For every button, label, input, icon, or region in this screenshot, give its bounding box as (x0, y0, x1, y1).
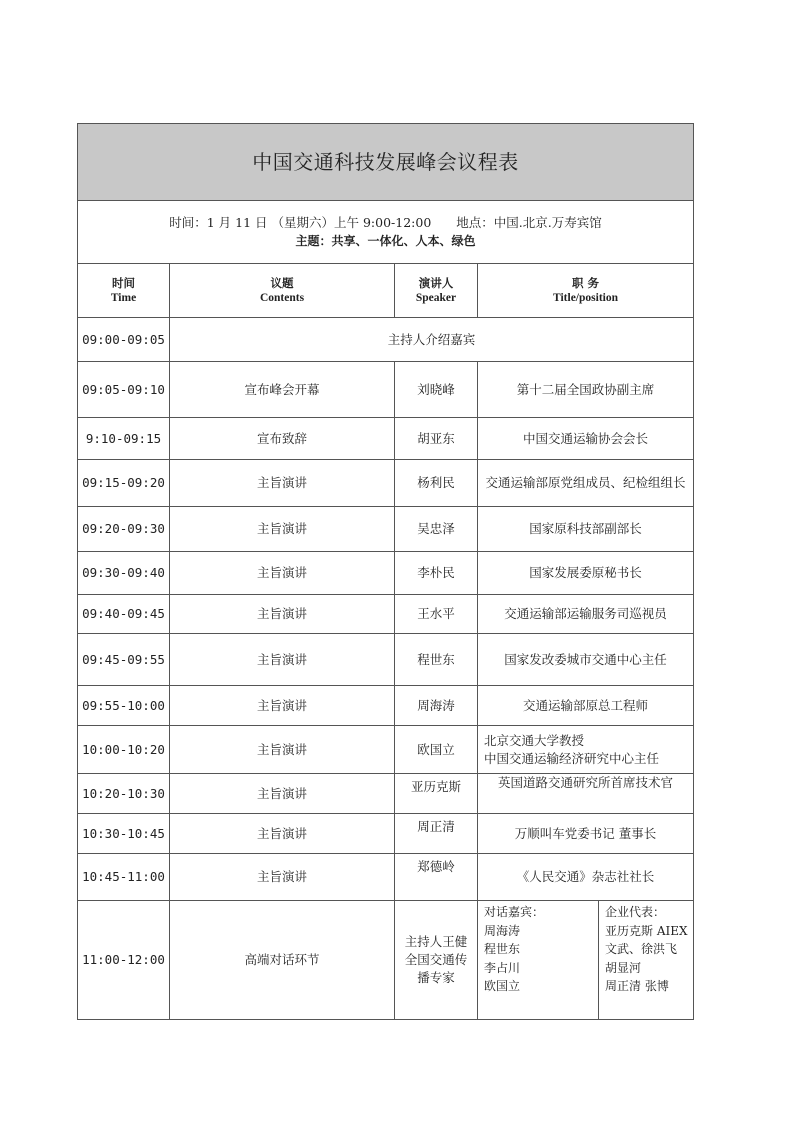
row-time: 09:55-10:00 (78, 686, 170, 726)
table-row (78, 552, 694, 595)
header-speaker: 演讲人 Speaker (395, 264, 478, 318)
header-contents: 议题 Contents (170, 264, 395, 318)
enterprise-line: 胡显河 (605, 960, 642, 975)
agenda-table (77, 123, 694, 1020)
table-row-dialogue (78, 901, 694, 1020)
row-speaker: 郑德岭 (395, 854, 478, 901)
row-time: 09:00-09:05 (78, 318, 170, 362)
guest-line: 对话嘉宾： (484, 905, 545, 919)
guest-line: 欧国立 (484, 979, 521, 993)
enterprise-line: 周正清 张博 (605, 979, 669, 993)
enterprise-reps (599, 901, 693, 1019)
host-line: 主持人王健 (404, 934, 468, 949)
row-position: 国家发展委原秘书长 (478, 552, 694, 595)
row-speaker: 杨利民 (395, 460, 478, 507)
table-row (78, 318, 694, 362)
row-time: 09:40-09:45 (78, 595, 170, 634)
row-position: 英国道路交通研究所首席技术官 (478, 774, 694, 814)
table-row (78, 460, 694, 507)
row-time: 11:00-12:00 (78, 901, 170, 1020)
position-line: 中国交通运输经济研究中心主任 (484, 750, 660, 766)
table-row (78, 774, 694, 814)
row-position: 《人民交通》杂志社社长 (478, 854, 694, 901)
row-time: 09:15-09:20 (78, 460, 170, 507)
row-position: 国家发改委城市交通中心主任 (478, 634, 694, 686)
header-position: 职 务 Title/position (478, 264, 694, 318)
table-row (78, 686, 694, 726)
row-time: 09:05-09:10 (78, 362, 170, 418)
row-time: 09:20-09:30 (78, 507, 170, 552)
table-row (78, 362, 694, 418)
row-position: 交通运输部原党组成员、纪检组组长 (478, 460, 694, 507)
enterprise-line: 企业代表： (605, 905, 666, 919)
row-position: 第十二届全国政协副主席 (478, 362, 694, 418)
row-speaker: 亚历克斯 (395, 774, 478, 814)
table-row (78, 854, 694, 901)
row-content: 主旨演讲 (170, 460, 395, 507)
row-content: 主旨演讲 (170, 814, 395, 854)
table-row (78, 726, 694, 774)
host-line: 全国交通传 (404, 952, 468, 967)
row-content: 主旨演讲 (170, 507, 395, 552)
row-position (478, 726, 694, 774)
table-row (78, 418, 694, 460)
table-row (78, 507, 694, 552)
row-time: 10:20-10:30 (78, 774, 170, 814)
row-position: 中国交通运输协会会长 (478, 418, 694, 460)
table-row (78, 814, 694, 854)
host-line: 播专家 (417, 970, 455, 985)
row-content: 主旨演讲 (170, 634, 395, 686)
row-speaker: 程世东 (395, 634, 478, 686)
row-position: 交通运输部原总工程师 (478, 686, 694, 726)
row-time: 9:10-09:15 (78, 418, 170, 460)
guest-line: 周海涛 (484, 923, 521, 938)
row-content: 主旨演讲 (170, 726, 395, 774)
guest-line: 李占川 (484, 960, 521, 975)
meeting-info (78, 201, 694, 264)
enterprise-line: 文武、徐洪飞 (605, 942, 678, 956)
row-position: 万顺叫车党委书记 董事长 (478, 814, 694, 854)
row-position: 交通运输部运输服务司巡视员 (478, 595, 694, 634)
header-time: 时间 Time (78, 264, 170, 318)
guest-line: 程世东 (484, 942, 521, 956)
row-time: 10:00-10:20 (78, 726, 170, 774)
row-content: 高端对话环节 (170, 901, 395, 1020)
row-content: 主旨演讲 (170, 854, 395, 901)
row-content: 主持人介绍嘉宾 (170, 318, 694, 362)
row-content: 主旨演讲 (170, 774, 395, 814)
row-content: 主旨演讲 (170, 686, 395, 726)
row-time: 09:30-09:40 (78, 552, 170, 595)
enterprise-line: 亚历克斯 AIEX (605, 923, 688, 938)
row-speaker: 吴忠泽 (395, 507, 478, 552)
row-speaker: 刘晓峰 (395, 362, 478, 418)
meeting-theme: 主题：共享、一体化、人本、绿色 (295, 234, 476, 248)
row-content: 宣布峰会开幕 (170, 362, 395, 418)
row-speaker: 周海涛 (395, 686, 478, 726)
row-content: 主旨演讲 (170, 595, 395, 634)
header-row (78, 264, 694, 318)
row-position: 国家原科技部副部长 (478, 507, 694, 552)
row-speaker: 欧国立 (395, 726, 478, 774)
row-speaker: 胡亚东 (395, 418, 478, 460)
row-position-split (478, 901, 694, 1020)
row-time: 10:45-11:00 (78, 854, 170, 901)
row-speaker (395, 901, 478, 1020)
row-content: 宣布致辞 (170, 418, 395, 460)
row-content: 主旨演讲 (170, 552, 395, 595)
meeting-time-location: 时间：1 月 11 日 （星期六）上午 9:00-12:00 地点：中国.北京.万寿宾馆 (169, 215, 602, 230)
agenda-title: 中国交通科技发展峰会议程表 (78, 124, 694, 201)
row-speaker: 李朴民 (395, 552, 478, 595)
table-row (78, 634, 694, 686)
row-time: 09:45-09:55 (78, 634, 170, 686)
table-row (78, 595, 694, 634)
dialogue-guests (478, 901, 599, 1019)
row-speaker: 王水平 (395, 595, 478, 634)
row-speaker: 周正清 (395, 814, 478, 854)
row-time: 10:30-10:45 (78, 814, 170, 854)
position-line: 北京交通大学教授 (484, 732, 585, 748)
